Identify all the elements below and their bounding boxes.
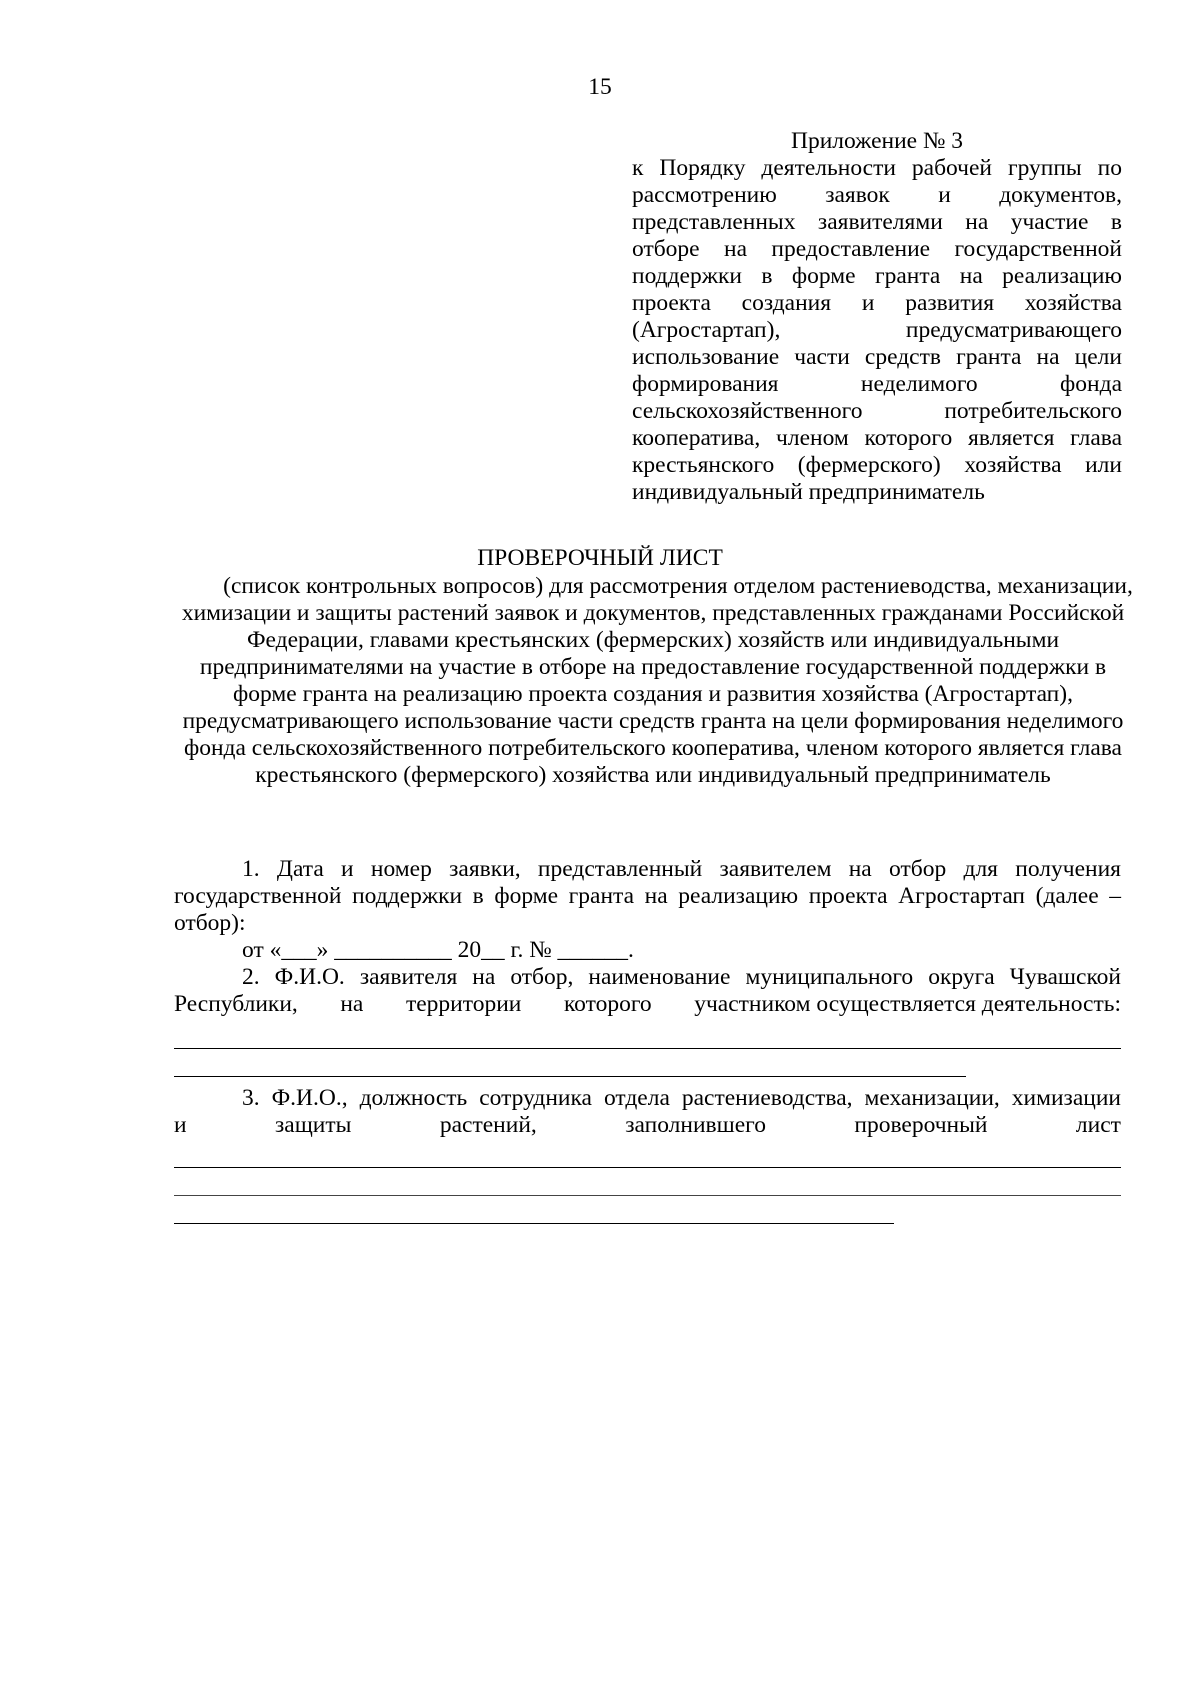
item-3-answer-line-1[interactable] [174,1167,1121,1168]
item-3-section [174,1085,1121,1139]
item-1-section [174,856,1121,964]
item-3-word: растений, [439,1112,537,1138]
item-3-word: лист [1075,1112,1121,1138]
item-2-word: на [340,991,364,1017]
appendix-block [632,128,1122,506]
item-2-continuation [174,991,1121,1018]
appendix-title: Приложение № 3 [790,128,964,154]
item-2-answer-line-1[interactable] [174,1048,1121,1049]
item-3-answer-line-3[interactable] [174,1223,894,1224]
item-3-continuation [174,1112,1121,1139]
page-number: 15 [588,74,612,100]
item-1-date-line: от «___» __________ 20__ г. № ______. [242,937,634,963]
item-3-word: и [174,1112,187,1138]
item-3-word: проверочный [854,1112,988,1138]
item-1-text: 1. Дата и номер заявки, представленный заявителем на отбор для получения государственной поддержки в форме гранта на реализацию проекта Агростартап (далее – отбор): [174,856,1121,936]
document-subtitle: (список контрольных вопросов) для рассмотрения отделом растениеводства, механизации, химизации и защиты растений заявок и документов, представленных гражданами Российской Федерации, главами крестьянских (фермерских) хозяйств или индивидуальными предпринимателями на участие в отборе на предоставление государственной поддержки в форме гранта на реализацию проекта создания и развития хозяйства (Агростартап), предусматривающего использование части средств гранта на цели формирования неделимого фонда сельскохозяйственного потребительского кооператива, членом которого является глава крестьянского (фермерского) хозяйства или индивидуальный предприниматель [181,573,1133,788]
item-2-section [174,964,1121,1018]
item-2-word: участником осуществляется деятельность: [694,991,1121,1017]
item-3-text: 3. Ф.И.О., должность сотрудника отдела растениеводства, механизации, химизации [242,1085,1121,1111]
item-2-text: 2. Ф.И.О. заявителя на отбор, наименование муниципального округа Чувашской [242,964,1121,990]
item-3-word: заполнившего [625,1112,766,1138]
appendix-text: к Порядку деятельности рабочей группы по рассмотрению заявок и документов, представленных заявителями на участие в отборе на предоставление государственной поддержки в форме гранта на реализацию проекта создания и развития хозяйства (Агростартап), предусматривающего использование части средств гранта на цели формирования неделимого фонда сельскохозяйственного потребительского кооператива, членом которого является глава крестьянского (фермерского) хозяйства или индивидуальный предприниматель [632,155,1122,505]
item-2-word: которого [563,991,652,1017]
item-3-word: защиты [275,1112,352,1138]
item-2-word: территории [405,991,522,1017]
item-2-answer-line-2[interactable] [174,1076,966,1077]
document-heading: ПРОВЕРОЧНЫЙ ЛИСТ [477,545,723,571]
item-3-answer-line-2[interactable] [174,1195,1121,1196]
item-2-word: Республики, [174,991,298,1017]
